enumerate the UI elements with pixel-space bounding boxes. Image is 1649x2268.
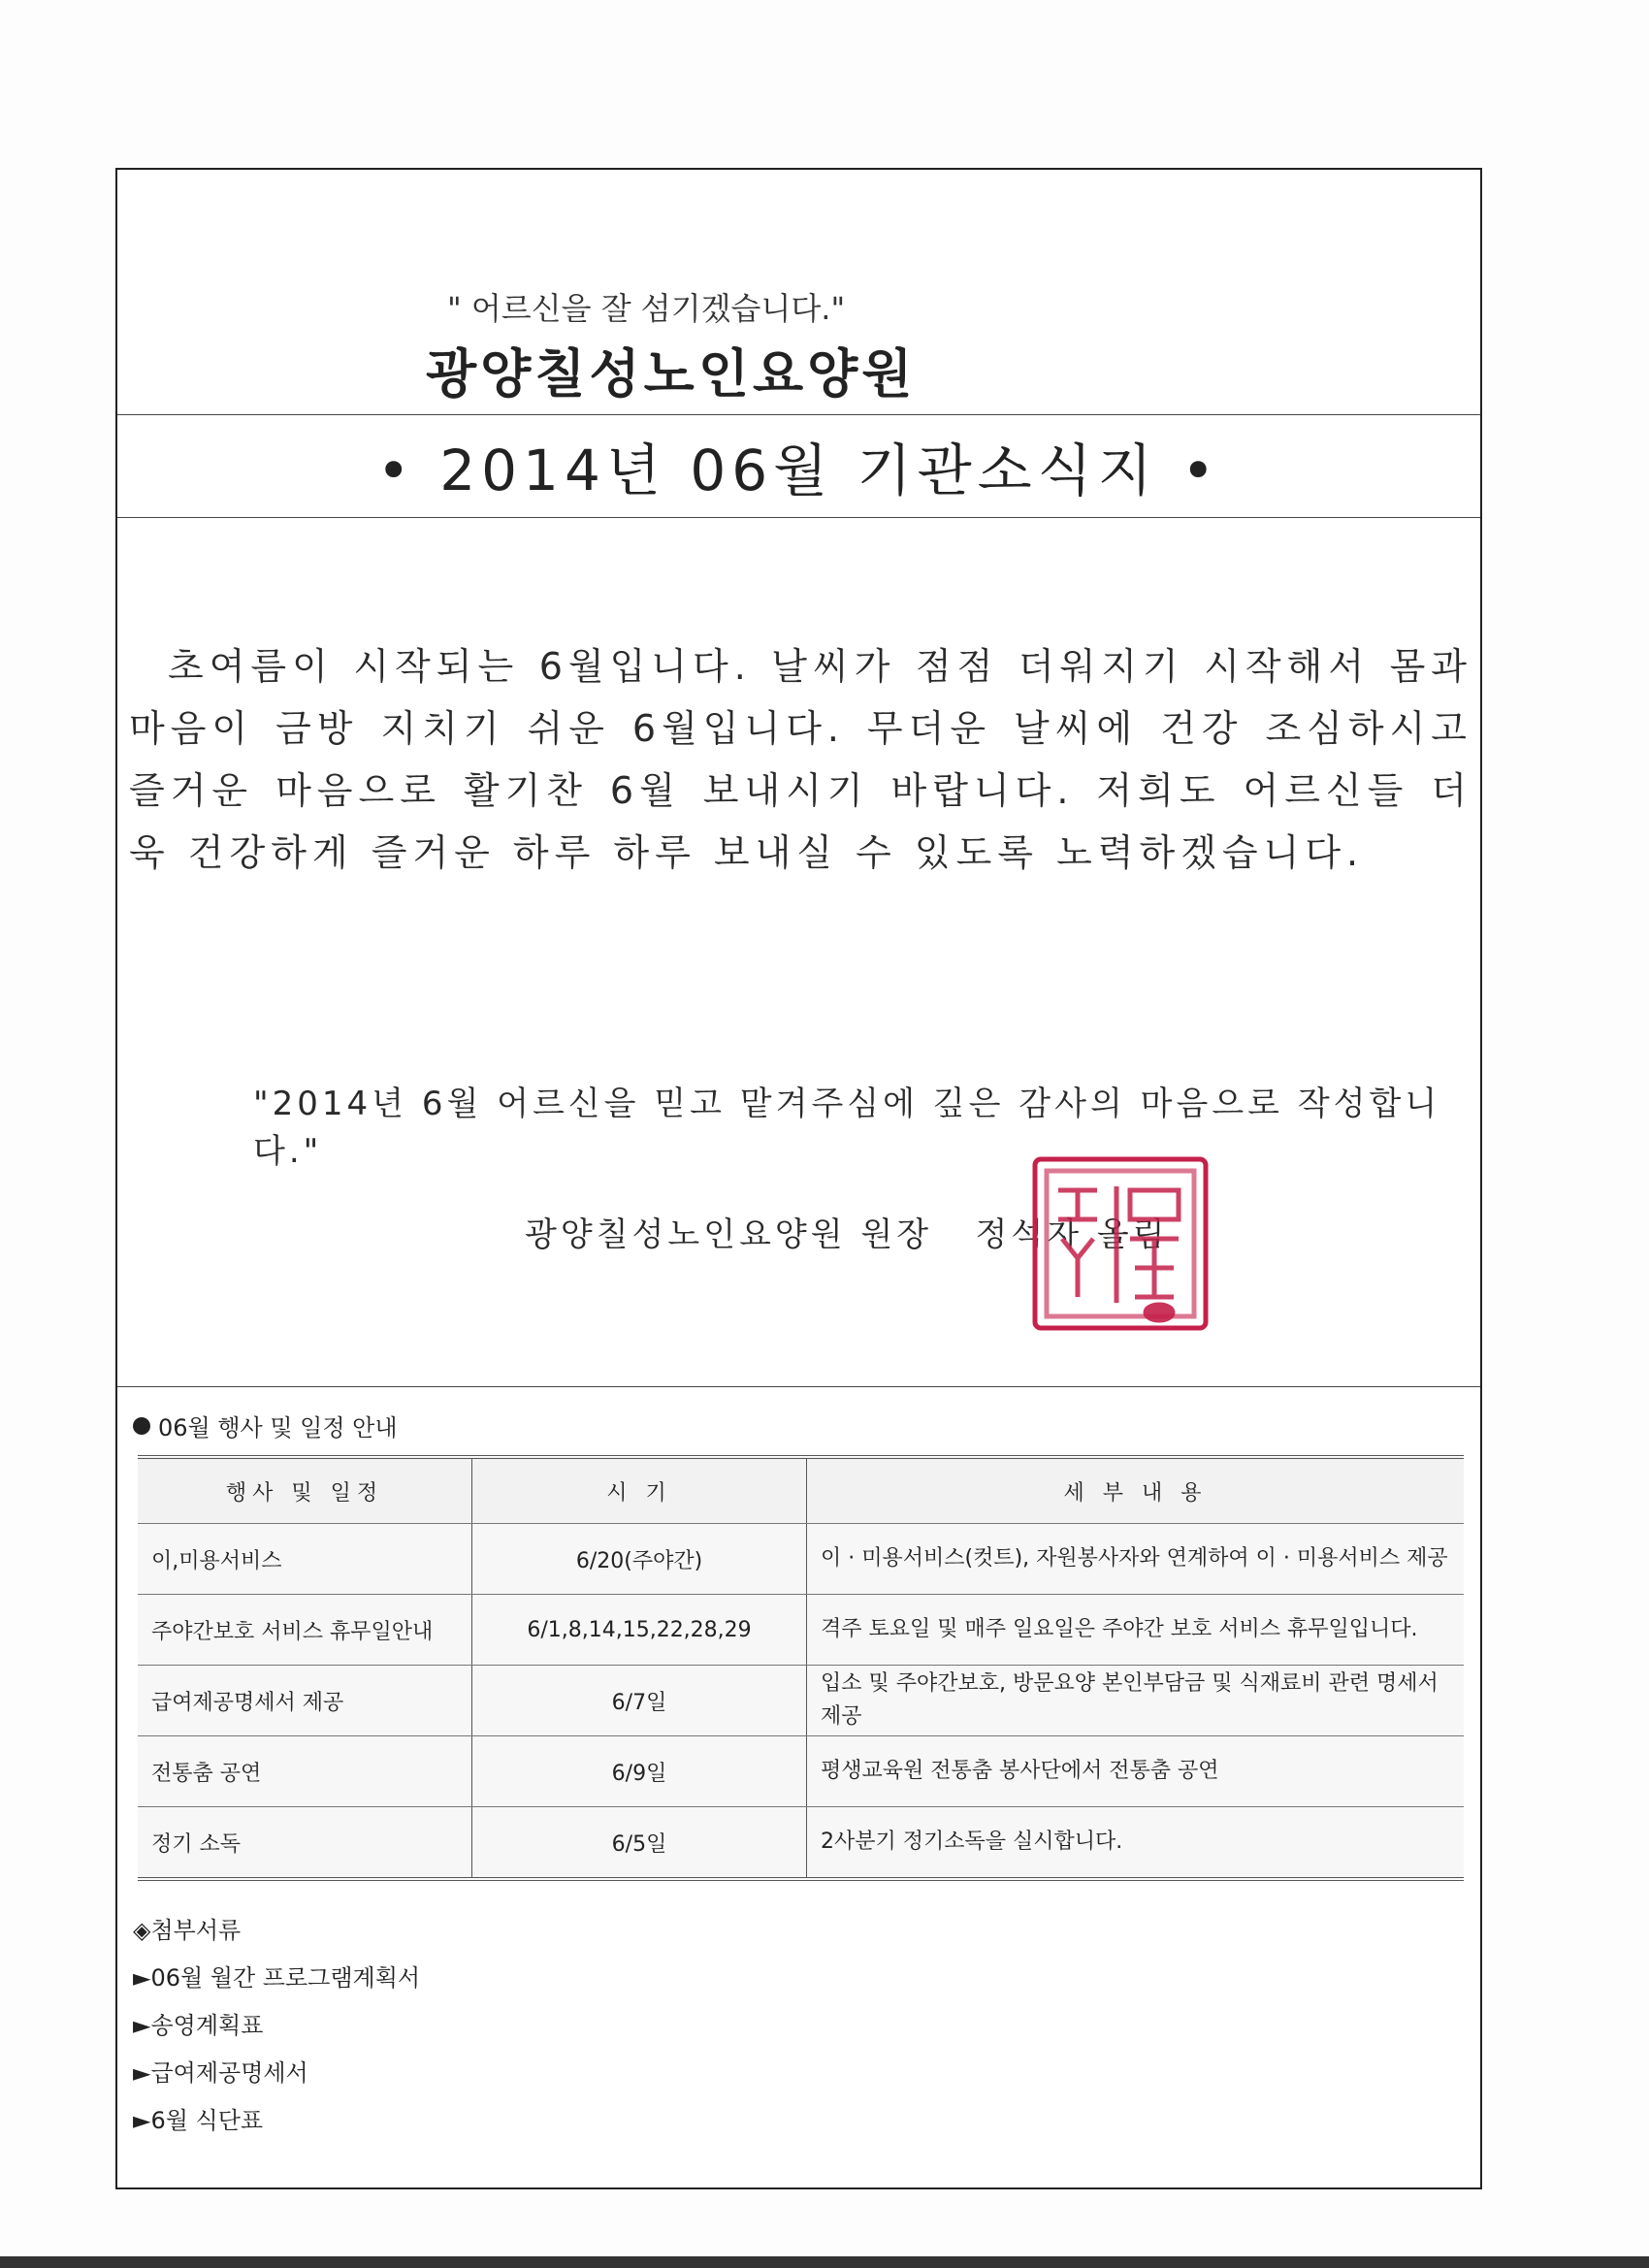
official-seal bbox=[1023, 1151, 1217, 1336]
column-header: 세 부 내 용 bbox=[807, 1457, 1465, 1524]
detail-cell: 이 · 미용서비스(컷트), 자원봉사자와 연계하여 이 · 미용서비스 제공 bbox=[807, 1524, 1465, 1595]
thanks-line: "2014년 6월 어르신을 믿고 맡겨주심에 깊은 감사의 마음으로 작성합니다." bbox=[253, 1085, 1441, 1171]
attachments-heading: ◈첨부서류 bbox=[133, 1917, 242, 1944]
events-table bbox=[138, 1455, 1464, 1881]
signature-line: 광양칠성노인요양원 원장 정석자 올림 bbox=[525, 1215, 1169, 1254]
detail-cell: 격주 토요일 및 매주 일요일은 주야간 보호 서비스 휴무일입니다. bbox=[807, 1595, 1465, 1666]
list-item: ►06월 월간 프로그램계획서 bbox=[133, 1964, 421, 1992]
time-cell: 6/7일 bbox=[472, 1666, 807, 1736]
list-item: ►6월 식단표 bbox=[133, 2107, 264, 2134]
time-cell: 6/5일 bbox=[472, 1807, 807, 1880]
table-row bbox=[138, 1666, 1464, 1736]
events-heading bbox=[133, 1409, 398, 1442]
newsletter-header bbox=[117, 170, 1480, 415]
events-section bbox=[117, 1386, 1480, 2190]
time-cell: 6/1,8,14,15,22,28,29 bbox=[472, 1595, 807, 1666]
org-title: 광양칠성노인요양원 bbox=[426, 343, 917, 405]
column-header: 시 기 bbox=[472, 1457, 807, 1524]
table-row bbox=[138, 1736, 1464, 1807]
event-cell: 정기 소독 bbox=[138, 1807, 472, 1880]
column-header: 행사 및 일정 bbox=[138, 1457, 472, 1524]
event-cell: 전통춤 공연 bbox=[138, 1736, 472, 1807]
greeting-paragraph: 초여름이 시작되는 6월입니다. 날씨가 점점 더워지기 시작해서 몸과 마음이 금방 지치기 쉬운 6월입니다. 무더운 날씨에 건강 조심하시고 즐거운 마음으로 활기찬 6월 보내시기 바랍니다. 저희도 어르신들 더욱 건강하게 즐거운 하루 하루 보내실 수 있도록 노력하겠습니다. bbox=[129, 645, 1472, 874]
table-row bbox=[138, 1807, 1464, 1880]
detail-cell: 평생교육원 전통춤 봉사단에서 전통춤 공연 bbox=[807, 1736, 1465, 1807]
list-item: ►급여제공명세서 bbox=[133, 2059, 308, 2087]
table-row bbox=[138, 1595, 1464, 1666]
event-cell: 이,미용서비스 bbox=[138, 1524, 472, 1595]
events-heading-label: 06월 행사 및 일정 안내 bbox=[158, 1414, 398, 1442]
newsletter-frame bbox=[115, 168, 1482, 2189]
issue-title: • 2014년 06월 기관소식지 • bbox=[376, 437, 1221, 503]
detail-cell: 2사분기 정기소독을 실시합니다. bbox=[807, 1807, 1465, 1880]
bullet-dot-icon bbox=[133, 1417, 150, 1435]
motto: " 어르신을 잘 섬기겠습니다." bbox=[447, 290, 846, 327]
table-row bbox=[138, 1524, 1464, 1595]
list-item: ►송영계획표 bbox=[133, 2012, 264, 2039]
event-cell: 급여제공명세서 제공 bbox=[138, 1666, 472, 1736]
detail-cell: 입소 및 주야간보호, 방문요양 본인부담금 및 식재료비 관련 명세서 제공 bbox=[807, 1666, 1465, 1736]
table-header-row bbox=[138, 1457, 1464, 1524]
time-cell: 6/20(주야간) bbox=[472, 1524, 807, 1595]
event-cell: 주야간보호 서비스 휴무일안내 bbox=[138, 1595, 472, 1666]
attachments-list bbox=[133, 1955, 420, 2145]
scan-edge-bar bbox=[0, 2256, 1649, 2268]
issue-band bbox=[117, 414, 1480, 518]
time-cell: 6/9일 bbox=[472, 1736, 807, 1807]
